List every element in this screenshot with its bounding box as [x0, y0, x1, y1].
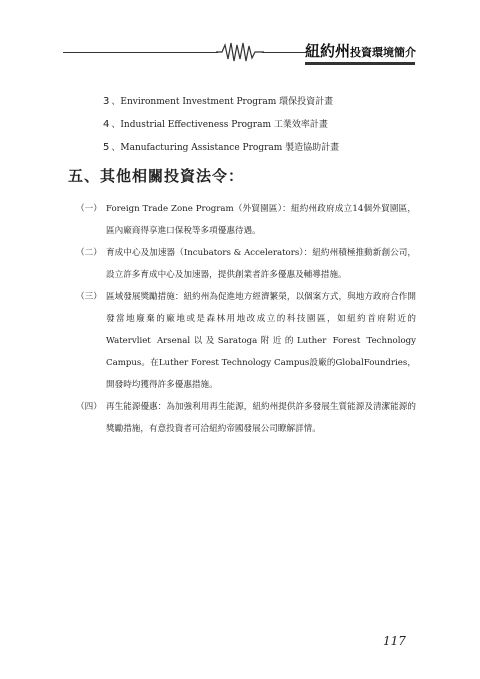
- program-number: 3: [103, 96, 110, 107]
- law-text: 區域發展獎勵措施：紐約州為促進地方經濟繁榮，以個案方式，與地方政府合作開發當地廢棄的廠地或是森林用地改成立的科技園區，如紐約首府附近的Watervliet Arsenal以及Saratoga附近的Luther Forest Technology Campus。在Luther Forest Technology Campus設廠的GlobalFoundries，開發時均獲得許多優惠措施。: [106, 292, 416, 390]
- law-item: [76, 242, 416, 286]
- law-marker: （四）: [76, 402, 102, 412]
- program-text: 、Industrial Effectiveness Program 工業效率計畫: [111, 120, 328, 130]
- law-list: [76, 198, 416, 440]
- header-title-sub: 投資環境簡介: [350, 46, 417, 59]
- program-item: [103, 119, 433, 131]
- page-number: 117: [383, 634, 406, 648]
- program-item: [103, 96, 433, 108]
- law-item: [76, 286, 416, 396]
- law-item: [76, 198, 416, 242]
- program-number: 5: [103, 142, 110, 153]
- law-marker: （一）: [76, 204, 102, 214]
- law-marker: （三）: [76, 292, 102, 302]
- law-marker: （二）: [76, 248, 102, 258]
- section-heading: 五、其他相關投資法令：: [68, 167, 245, 185]
- program-text: 、Environment Investment Program 環保投資計畫: [111, 97, 334, 107]
- program-list: [103, 96, 433, 165]
- program-text: 、Manufacturing Assistance Program 製造協助計畫: [111, 143, 340, 153]
- header-title-main: 紐約州: [305, 42, 351, 60]
- program-item: [103, 142, 433, 154]
- law-text: 再生能源優惠：為加強利用再生能源，紐約州提供許多發展生質能源及清潔能源的獎勵措施，有意投資者可洽紐約帝國發展公司瞭解詳情。: [106, 402, 416, 434]
- law-text: Foreign Trade Zone Program（外貿園區）：紐約州政府成立14個外貿園區，區內廠商得享進口保稅等多項優惠待遇。: [106, 204, 416, 236]
- header-rule-left: [63, 52, 218, 53]
- program-number: 4: [103, 119, 110, 130]
- law-text: 育成中心及加速器（Incubators & Accelerators）：紐約州積極推動新創公司，設立許多育成中心及加速器，提供創業者許多優惠及輔導措施。: [106, 248, 416, 280]
- law-item: [76, 396, 416, 440]
- heartbeat-wave-icon: [216, 40, 264, 64]
- header-rule-right: [262, 52, 306, 53]
- running-header: [305, 40, 415, 65]
